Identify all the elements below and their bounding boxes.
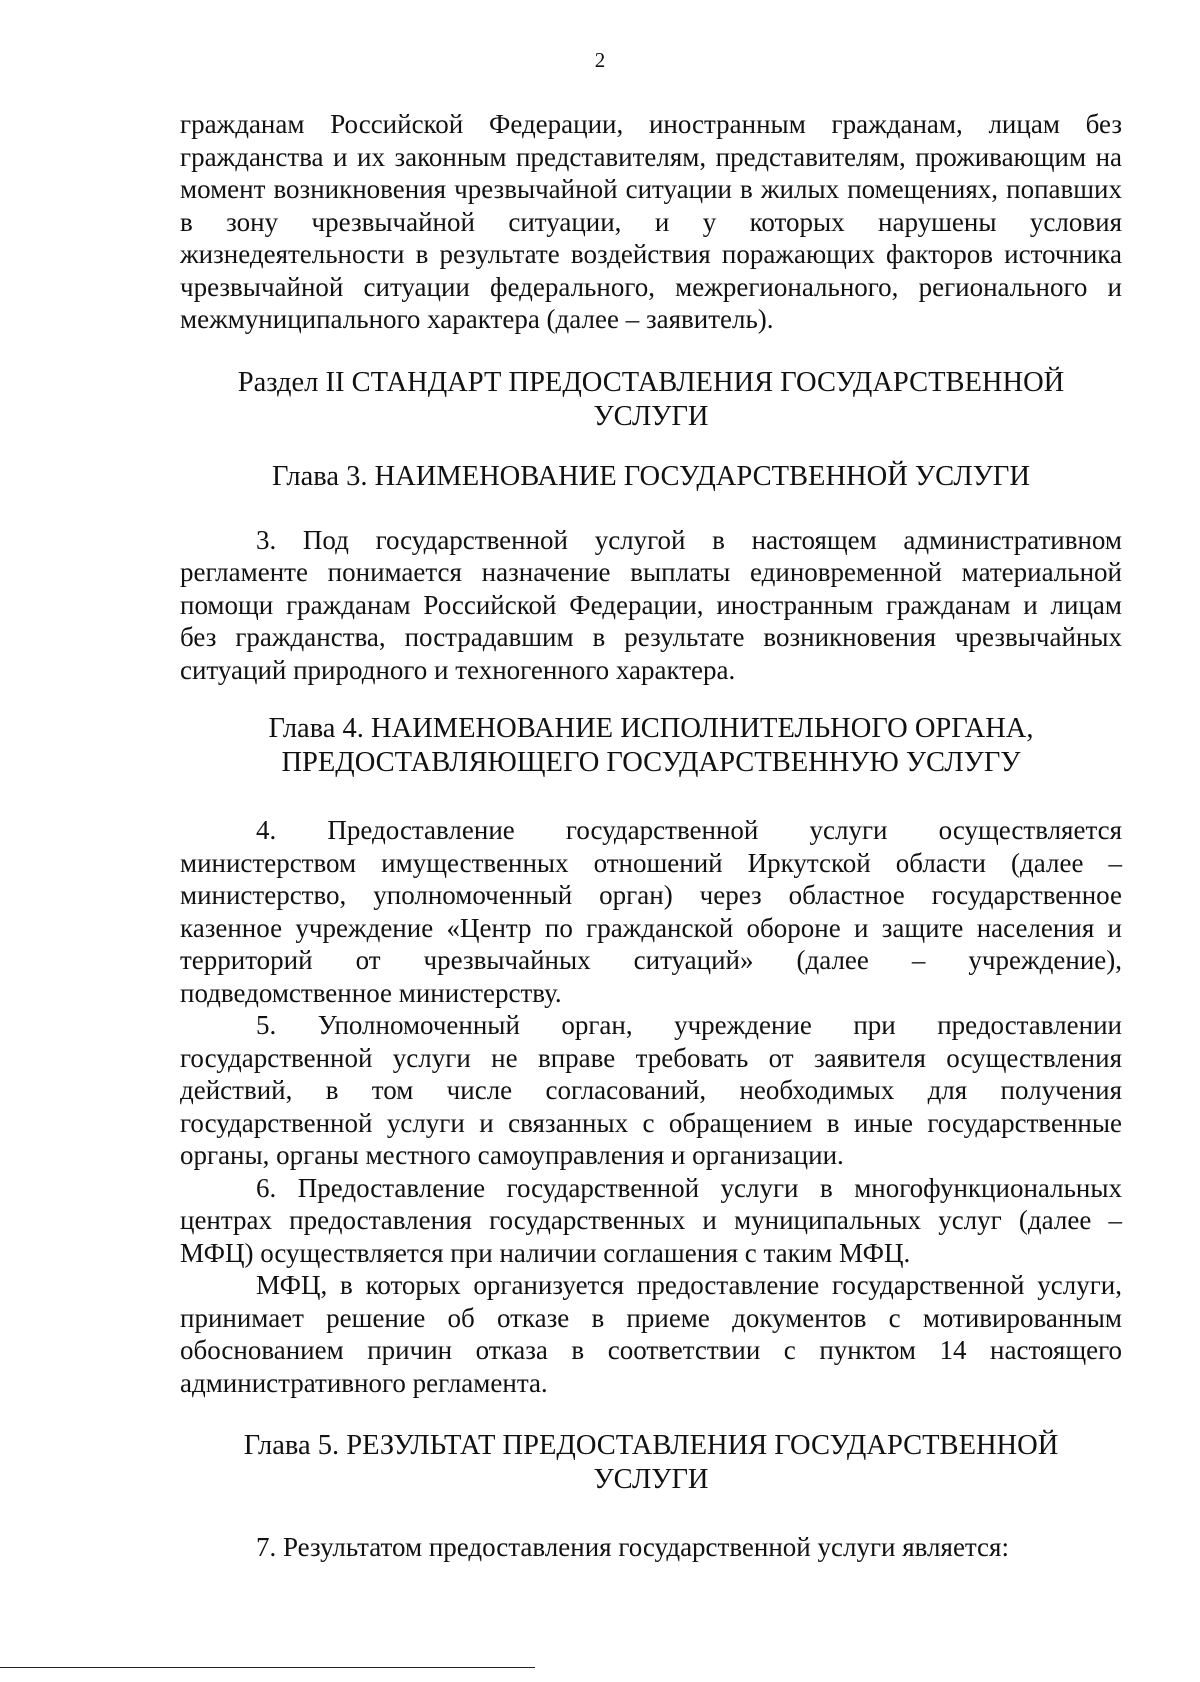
chapter-5-heading xyxy=(180,1429,1122,1497)
document-body xyxy=(180,108,1122,1564)
intro-paragraph: гражданам Российской Федерации, иностранным гражданам, лицам без гражданства и их законным представителям, представителям, проживающим на момент возникновения чрезвычайной ситуации в жилых помещениях, попавших в зону чрезвычайной ситуации, и у которых нарушены условия жизнедеятельности в результате воздействия поражающих факторов источника чрезвычайной ситуации федерального, межрегионального, регионального и межмуниципального характера (далее – заявитель). xyxy=(180,109,1122,334)
chapter-5-heading-line-2: УСЛУГИ xyxy=(593,1464,709,1495)
paragraph-6-continued: МФЦ, в которых организуется предоставление государственной услуги, принимает решение об отказе в приеме документов с мотивированным обоснованием причин отказа в соответствии с пунктом 14 настоящего административного регламента. xyxy=(180,1270,1122,1398)
chapter-5-heading-line-1: Глава 5. РЕЗУЛЬТАТ ПРЕДОСТАВЛЕНИЯ ГОСУДАРСТВЕННОЙ xyxy=(243,1430,1059,1461)
paragraph-4: 4. Предоставление государственной услуги осуществляется министерством имущественных отношений Иркутской области (далее – министерство, уполномоченный орган) через областное государственное казенное учреждение «Центр по гражданской обороне и защите населения и территорий от чрезвычайных ситуаций» (далее – учреждение), подведомственное министерству. xyxy=(180,815,1122,1008)
paragraph-3: 3. Под государственной услугой в настоящем административном регламенте понимается назначение выплаты единовременной материальной помощи гражданам Российской Федерации, иностранным гражданам и лицам без гражданства, пострадавшим в результате возникновения чрезвычайных ситуаций природного и техногенного характера. xyxy=(180,524,1122,685)
chapter-3-heading: Глава 3. НАИМЕНОВАНИЕ ГОСУДАРСТВЕННОЙ УСЛУГИ xyxy=(272,460,1030,492)
chapter-4-heading xyxy=(180,712,1122,780)
paragraph-6: 6. Предоставление государственной услуги в многофункциональных центрах предоставления государственных и муниципальных услуг (далее – МФЦ) осуществляется при наличии соглашения с таким МФЦ. xyxy=(180,1172,1122,1268)
section-2-heading-line-1: Раздел II СТАНДАРТ ПРЕДОСТАВЛЕНИЯ ГОСУДАРСТВЕННОЙ xyxy=(237,366,1065,398)
section-2-heading xyxy=(180,366,1122,434)
section-2-heading-line-2: УСЛУГИ xyxy=(593,400,709,432)
footnote-separator xyxy=(0,1667,535,1668)
chapter-4-heading-line-2: ПРЕДОСТАВЛЯЮЩЕГО ГОСУДАРСТВЕННУЮ УСЛУГУ xyxy=(281,747,1021,778)
paragraph-5: 5. Уполномоченный орган, учреждение при предоставлении государственной услуги не вправе требовать от заявителя осуществления действий, в том числе согласований, необходимых для получения государственной услуги и связанных с обращением в иные государственные органы, органы местного самоуправления и организации. xyxy=(180,1010,1122,1170)
chapter-4-heading-line-1: Глава 4. НАИМЕНОВАНИЕ ИСПОЛНИТЕЛЬНОГО ОРГАНА, xyxy=(268,713,1034,744)
paragraph-7: 7. Результатом предоставления государственной услуги является: xyxy=(256,1532,1009,1562)
page-number: 2 xyxy=(594,48,606,72)
